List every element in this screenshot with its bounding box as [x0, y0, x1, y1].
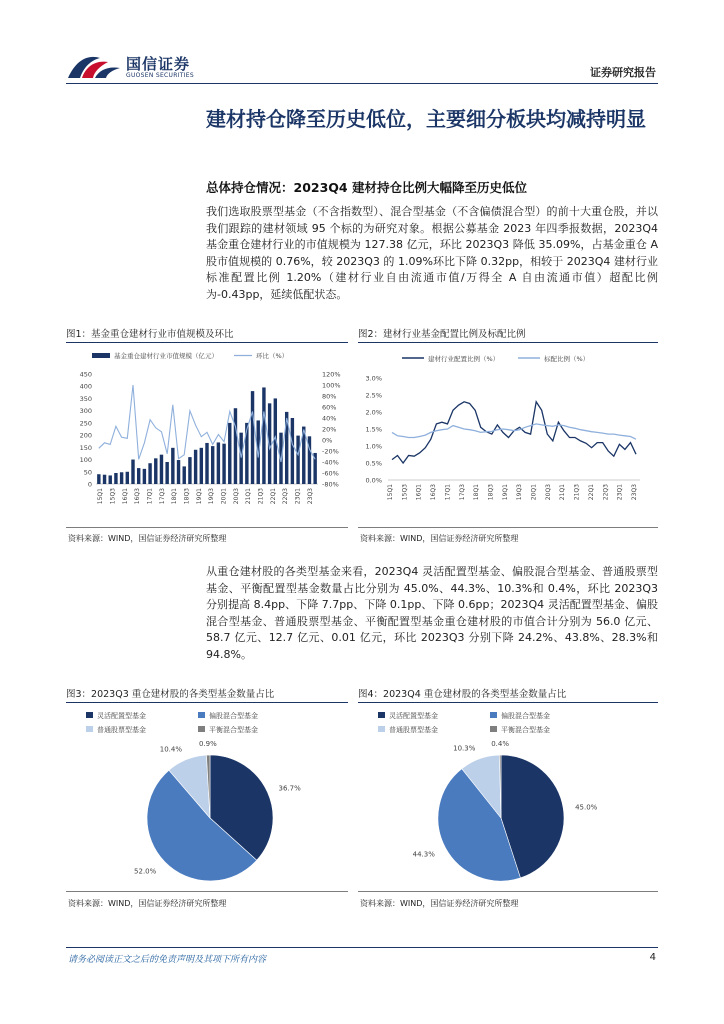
fig2-title: 图2：建材行业基金配置比例及标配比例	[358, 329, 526, 340]
fig1-bar	[160, 455, 163, 484]
fig3-chart	[66, 704, 348, 888]
fig1-bar	[120, 472, 123, 484]
fig1-ytick-right: 0%	[322, 436, 333, 445]
logo-english-name: GUOSEN SECURITIES	[126, 72, 195, 79]
page-headline: 建材持仓降至历史低位，主要细分板块均减持明显	[206, 107, 646, 131]
fig3-legend-label-flexible: 灵活配置型基金	[97, 712, 146, 720]
fig2-xtick: 23Q1	[616, 484, 624, 501]
fig1-bar	[211, 446, 214, 484]
fig1-bar	[251, 391, 254, 484]
fig1-xtick: 22Q1	[269, 488, 277, 505]
fig1-xtick: 22Q3	[282, 488, 290, 505]
fig1-bar	[183, 466, 186, 484]
fig1-ytick-left: 350	[79, 394, 92, 403]
fig1-ytick-right: -80%	[322, 480, 339, 489]
fig1-xtick: 23Q1	[294, 488, 302, 505]
fig1-ytick-right: 60%	[322, 403, 337, 412]
fig1-bar	[296, 436, 299, 484]
fig2-source: 资料来源：WIND，国信证券经济研究所整理	[360, 534, 519, 543]
fig4-legend-label-stock: 普通股票型基金	[389, 726, 438, 734]
fig2-xtick: 16Q3	[430, 484, 438, 501]
fig1-xtick: 20Q1	[220, 488, 228, 505]
fig1-bar	[114, 473, 117, 484]
fig2-xtick: 18Q1	[473, 484, 481, 501]
logo-chinese-name: 国信证券	[126, 55, 191, 73]
fig1-ytick-left: 400	[79, 382, 92, 391]
fig2-top-rule	[358, 342, 658, 343]
fig1-ytick-left: 450	[79, 370, 92, 379]
fig1-legend-line-label: 环比（%）	[256, 352, 289, 360]
fig1-ytick-left: 250	[79, 419, 92, 428]
fig1-xtick: 15Q3	[109, 488, 117, 505]
fig3-legend-label-stock: 普通股票型基金	[97, 726, 146, 734]
fig4-legend-swatch-stock	[378, 726, 385, 732]
fig3-legend-swatch-flexible	[86, 712, 93, 718]
fig2-xtick: 16Q1	[415, 484, 423, 501]
fig2-xtick: 21Q3	[573, 484, 581, 501]
fig4-legend-swatch-flexible	[378, 712, 385, 718]
fig1-bar	[109, 475, 112, 484]
guosen-logo-mark	[66, 52, 124, 82]
fig3-source: 资料来源：WIND，国信证券经济研究所整理	[68, 899, 227, 908]
fig3-legend-swatch-equity-hybrid	[198, 712, 205, 718]
fig1-ytick-left: 150	[79, 443, 92, 452]
fig4-legend-swatch-equity-hybrid	[490, 712, 497, 718]
body-paragraph-1: 我们选取股票型基金（不含指数型）、混合型基金（不含偏债混合型）的前十大重仓股，并以我们跟踪的建材领域 95 个标的为研究对象。根据公募基金 2023 年四季报数据，2023Q4 基金重仓建材行业的市值规模为 127.38 亿元，环比 2023Q3 降低 35.09%，占基金重仓 A 股市值规模的 0.76%，较 2023Q3 的 1.09%环比下降 0.32pp，相较于 2023Q4 建材行业标准配置比例 1.20%（建材行业自由流通市值/万得全 A 自由流通市值）超配比例为-0.43pp，延续低配状态。	[206, 205, 658, 301]
fig2-xtick: 17Q1	[444, 484, 452, 501]
fig1-ytick-right: -60%	[322, 469, 339, 478]
fig2-xtick: 21Q1	[559, 484, 567, 501]
fig3-legend-label-balanced: 平衡混合型基金	[209, 726, 258, 734]
fig2-ytick: 1.5%	[365, 425, 382, 434]
fig2-chart	[358, 344, 658, 524]
fig2-ytick: 2.5%	[365, 391, 382, 400]
section-subheading: 总体持仓情况：2023Q4 建材持仓比例大幅降至历史低位	[206, 180, 527, 195]
fig1-title: 图1：基金重仓建材行业市值规模及环比	[66, 329, 234, 340]
fig1-bar	[154, 458, 157, 484]
fig1-xtick: 17Q3	[158, 488, 166, 505]
fig1-bar	[165, 462, 168, 484]
document-type-label: 证券研究报告	[590, 66, 656, 79]
fig1-xtick: 23Q3	[306, 488, 314, 505]
fig2-xtick: 19Q1	[501, 484, 509, 501]
page-number: 4	[649, 952, 656, 963]
fig3-legend-swatch-balanced	[198, 726, 205, 732]
fig2-ytick: 1.0%	[365, 442, 382, 451]
fig1-bar	[228, 423, 231, 484]
fig2-legend-alloc-label: 建材行业配置比例（%）	[428, 355, 500, 363]
fig2-xtick: 15Q3	[401, 484, 409, 501]
fig2-xtick: 18Q3	[487, 484, 495, 501]
body-paragraph-2: 从重仓建材股的各类型基金来看，2023Q4 灵活配置型基金、偏股混合型基金、普通股票型基金、平衡配置型基金数量占比分别为 45.0%、44.3%、10.3%和 0.4%，环比 2023Q3 分别提高 8.4pp、下降 7.7pp、下降 0.1pp、下降 0.6pp；2023Q4 灵活配置型基金、偏股混合型基金、普通股票型基金、平衡配置型基金重仓建材股的市值合计分别为 56.0 亿元、58.7 亿元、12.7 亿元、0.01 亿元，环比 2023Q3 分别下降 24.2%、43.8%、28.3%和 94.8%。	[206, 565, 658, 661]
fig1-ytick-left: 0	[87, 480, 92, 489]
fig3-label-flexible: 36.7%	[278, 784, 301, 793]
fig1-xtick: 18Q1	[171, 488, 179, 505]
fig1-bar	[177, 460, 180, 484]
fig1-top-rule	[66, 342, 348, 343]
footer-rule	[66, 947, 658, 948]
fig2-xtick: 23Q3	[631, 484, 638, 501]
fig3-legend-label-equity-hybrid: 偏股混合型基金	[209, 712, 258, 720]
fig2-xtick: 22Q1	[587, 484, 595, 501]
fig4-label-flexible: 45.0%	[575, 803, 598, 812]
fig3-title: 图3：2023Q3 重仓建材股的各类型基金数量占比	[66, 689, 275, 700]
fig4-legend-label-equity-hybrid: 偏股混合型基金	[501, 712, 550, 720]
fig4-top-rule	[358, 702, 658, 703]
fig2-xtick: 19Q3	[516, 484, 524, 501]
fig1-ytick-right: 80%	[322, 392, 337, 401]
fig1-bar	[205, 443, 208, 484]
fig2-ytick: 0.0%	[365, 476, 382, 485]
fig4-label-equity-hybrid: 44.3%	[412, 850, 435, 859]
fig1-ytick-right: 40%	[322, 414, 337, 423]
fig1-chart	[66, 344, 348, 524]
fig1-bar	[188, 457, 191, 484]
fig1-ytick-left: 300	[79, 407, 92, 416]
fig1-bar	[148, 463, 151, 484]
fig2-xtick: 15Q1	[387, 484, 394, 501]
fig1-ytick-right: -40%	[322, 458, 339, 467]
fig1-ytick-left: 200	[79, 431, 92, 440]
fig1-ytick-right: 20%	[322, 425, 337, 434]
fig4-legend-label-balanced: 平衡混合型基金	[501, 726, 550, 734]
fig1-bar	[171, 448, 174, 484]
fig1-bar	[291, 418, 294, 484]
fig1-bar	[103, 475, 106, 484]
fig3-bottom-rule	[66, 891, 348, 892]
fig1-ytick-right: 100%	[322, 381, 341, 390]
fig4-title: 图4：2023Q4 重仓建材股的各类型基金数量占比	[358, 689, 567, 700]
fig1-xtick: 15Q1	[97, 488, 105, 505]
fig1-xtick: 21Q3	[257, 488, 265, 505]
fig4-legend-label-flexible: 灵活配置型基金	[389, 712, 438, 720]
fig2-ytick: 3.0%	[365, 374, 382, 383]
fig1-bar	[217, 442, 220, 484]
fig4-source: 资料来源：WIND，国信证券经济研究所整理	[360, 899, 519, 908]
fig1-xtick: 18Q3	[183, 488, 191, 505]
fig1-bar	[137, 468, 140, 484]
fig2-ytick: 2.0%	[365, 408, 382, 417]
fig1-bar	[234, 408, 237, 484]
fig1-bar	[200, 448, 203, 484]
fig1-bottom-rule	[66, 527, 348, 528]
fig1-bar	[262, 387, 265, 484]
fig1-xtick: 16Q1	[121, 488, 129, 505]
fig1-xtick: 19Q1	[195, 488, 203, 505]
header-rule	[66, 83, 658, 84]
fig3-label-stock: 10.4%	[159, 745, 182, 754]
fig4-bottom-rule	[358, 891, 658, 892]
fig2-xtick: 20Q3	[544, 484, 552, 501]
fig1-legend-bar-swatch	[92, 353, 110, 358]
fig3-label-equity-hybrid: 52.0%	[134, 867, 157, 876]
fig1-bar	[143, 469, 146, 484]
fig1-xtick: 17Q1	[146, 488, 154, 505]
fig3-label-balanced: 0.9%	[199, 740, 217, 748]
fig1-bar	[239, 433, 242, 484]
fig1-bar	[126, 472, 129, 484]
fig1-legend-bar-label: 基金重仓建材行业市值规模（亿元）	[114, 352, 218, 360]
footer-disclaimer: 请务必阅读正文之后的免责声明及其项下所有内容	[68, 955, 267, 965]
fig2-bottom-rule	[358, 527, 658, 528]
fig1-xtick: 20Q3	[232, 488, 240, 505]
fig1-ytick-left: 100	[79, 456, 92, 465]
fig1-bar	[97, 474, 100, 484]
fig2-ytick: 0.5%	[365, 459, 382, 468]
fig2-legend-standard-label: 标配比例（%）	[544, 355, 590, 363]
fig1-bar	[131, 460, 134, 484]
fig1-xtick: 16Q3	[134, 488, 142, 505]
fig4-legend-swatch-balanced	[490, 726, 497, 732]
fig2-xtick: 22Q3	[602, 484, 610, 501]
fig2-xtick: 20Q1	[530, 484, 538, 501]
fig1-bar	[194, 450, 197, 484]
fig3-top-rule	[66, 702, 348, 703]
fig1-xtick: 21Q1	[245, 488, 253, 505]
fig4-label-stock: 10.3%	[453, 744, 476, 753]
fig4-label-balanced: 0.4%	[491, 740, 509, 748]
fig3-legend-swatch-stock	[86, 726, 93, 732]
fig2-xtick: 17Q3	[458, 484, 466, 501]
fig1-ytick-right: 120%	[322, 370, 341, 379]
fig1-ytick-left: 50	[83, 468, 92, 477]
fig1-xtick: 19Q3	[208, 488, 216, 505]
fig1-ytick-right: -20%	[322, 447, 339, 456]
fig4-chart	[358, 704, 658, 888]
fig1-source: 资料来源：WIND，国信证券经济研究所整理	[68, 534, 227, 543]
fig1-bar	[222, 444, 225, 484]
